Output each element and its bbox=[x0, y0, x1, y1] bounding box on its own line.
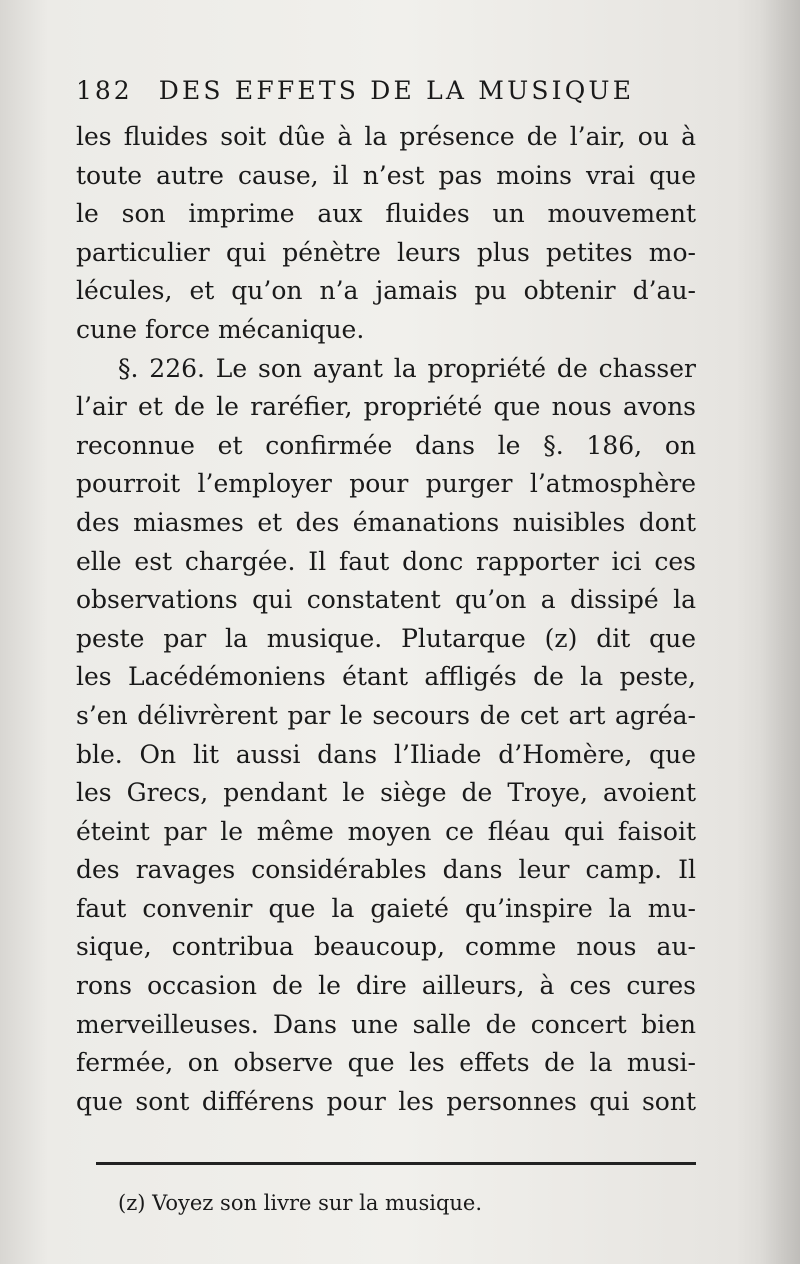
text-line: des ravages considérables dans leur camp. Il bbox=[76, 855, 696, 885]
text-line: que sont différens pour les personnes qui sont bbox=[76, 1086, 696, 1116]
text-line: merveilleuses. Dans une salle de concert bien bbox=[76, 1009, 696, 1039]
text-line: l’air et de le raréfier, propriété que nous avons bbox=[76, 392, 696, 422]
text-line: les fluides soit dûe à la présence de l’air, ou à bbox=[76, 122, 696, 151]
body-text bbox=[76, 118, 696, 1121]
text-line: les Lacédémoniens étant affligés de la peste, bbox=[76, 662, 696, 692]
text-line: particulier qui pénètre leurs plus petites mo- bbox=[76, 237, 696, 267]
paragraph-start-line: §. 226. Le son ayant la propriété de chasser bbox=[118, 353, 696, 383]
text-line: sique, contribua beaucoup, comme nous au- bbox=[76, 932, 696, 962]
page-header bbox=[76, 76, 696, 116]
text-line: pourroit l’employer pour purger l’atmosphère bbox=[76, 469, 696, 499]
text-line: fermée, on observe que les effets de la musi- bbox=[76, 1048, 696, 1078]
text-line: cune force mécanique. bbox=[76, 314, 365, 344]
footnote: (z) Voyez son livre sur la musique. bbox=[118, 1191, 483, 1215]
text-line: ble. On lit aussi dans l’Iliade d’Homère, que bbox=[76, 739, 696, 769]
page-number: 182 bbox=[76, 76, 133, 105]
text-line: faut convenir que la gaieté qu’inspire la mu- bbox=[76, 893, 696, 923]
text-line: lécules, et qu’on n’a jamais pu obtenir d’au- bbox=[76, 276, 696, 306]
text-line: observations qui constatent qu’on a dissipé la bbox=[76, 585, 696, 615]
text-line: toute autre cause, il n’est pas moins vrai que bbox=[76, 160, 696, 190]
text-line: éteint par le même moyen ce fléau qui faisoit bbox=[76, 816, 696, 846]
text-line: le son imprime aux fluides un mouvement bbox=[76, 199, 696, 229]
text-line: reconnue et confirmée dans le §. 186, on bbox=[76, 430, 696, 460]
text-line: des miasmes et des émanations nuisibles dont bbox=[76, 507, 696, 537]
footnote-rule bbox=[96, 1162, 696, 1165]
text-line: peste par la musique. Plutarque (z) dit que bbox=[76, 623, 696, 653]
text-line: s’en délivrèrent par le secours de cet art agréa- bbox=[76, 700, 696, 730]
text-line: rons occasion de le dire ailleurs, à ces cures bbox=[76, 971, 696, 1001]
text-line: elle est chargée. Il faut donc rapporter ici ces bbox=[76, 546, 696, 576]
running-head: DES EFFETS DE LA MUSIQUE bbox=[158, 76, 635, 105]
text-line: les Grecs, pendant le siège de Troye, avoient bbox=[76, 778, 696, 808]
